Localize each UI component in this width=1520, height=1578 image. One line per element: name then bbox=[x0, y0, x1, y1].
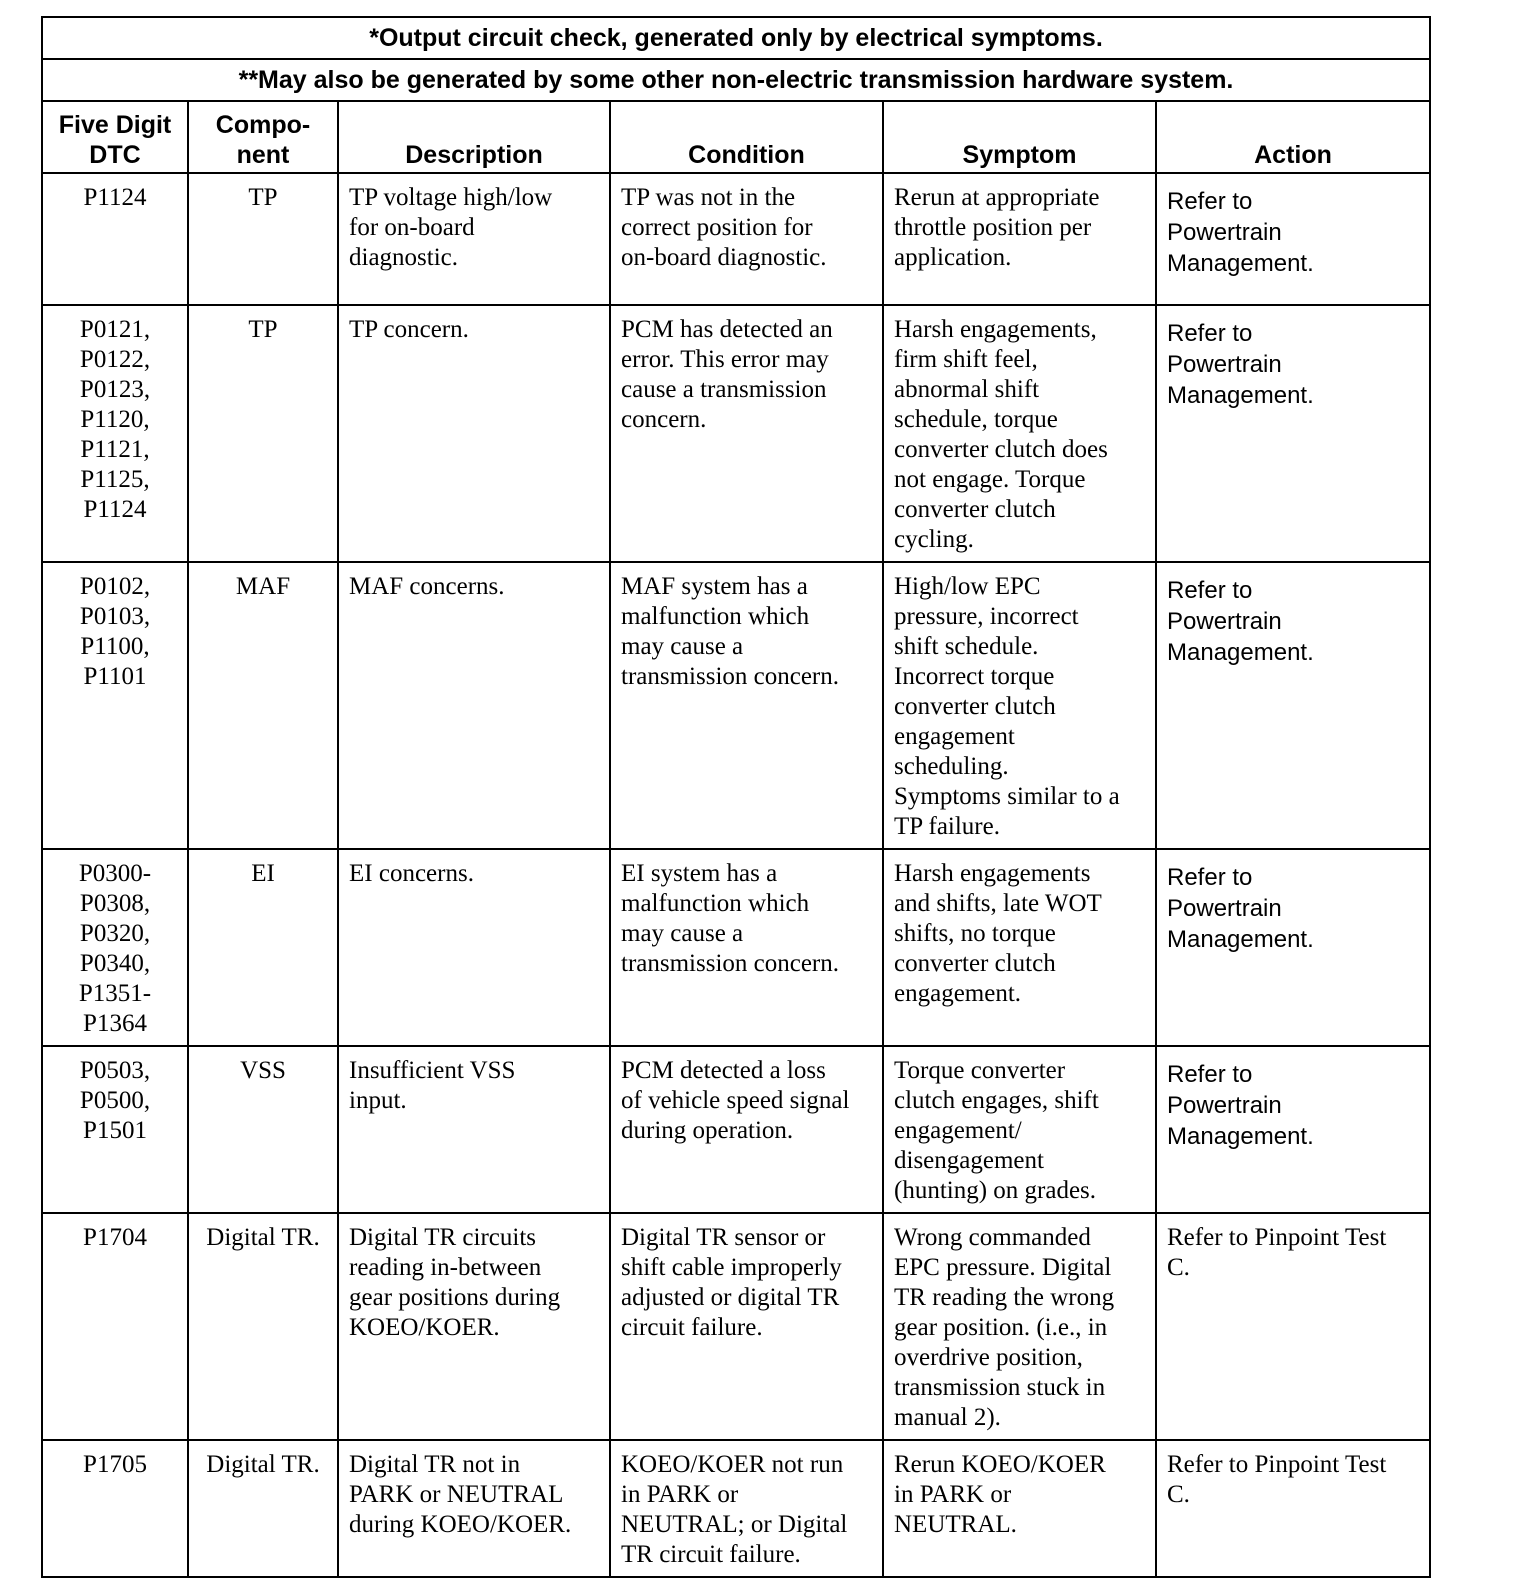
cell-component: Digital TR. bbox=[188, 1213, 338, 1440]
cell-condition: TP was not in the correct position for on-board diagnostic. bbox=[610, 173, 883, 305]
cell-action: Refer to Pinpoint Test C. bbox=[1156, 1440, 1430, 1577]
cell-description: Digital TR circuits reading in-between gear positions during KOEO/KOER. bbox=[338, 1213, 610, 1440]
cell-condition: PCM detected a loss of vehicle speed signal during operation. bbox=[610, 1046, 883, 1213]
cell-description: TP voltage high/low for on-board diagnostic. bbox=[338, 173, 610, 305]
cell-dtc: P0300- P0308, P0320, P0340, P1351- P1364 bbox=[42, 849, 188, 1046]
cell-component: VSS bbox=[188, 1046, 338, 1213]
cell-action: Refer to Powertrain Management. bbox=[1156, 173, 1430, 305]
note-output-circuit: *Output circuit check, generated only by electrical symptoms. bbox=[42, 17, 1430, 59]
table-row bbox=[42, 1046, 1430, 1213]
cell-condition: MAF system has a malfunction which may cause a transmission concern. bbox=[610, 562, 883, 849]
cell-component: TP bbox=[188, 173, 338, 305]
cell-dtc: P0503, P0500, P1501 bbox=[42, 1046, 188, 1213]
cell-symptom: Torque converter clutch engages, shift engagement/ disengagement (hunting) on grades. bbox=[883, 1046, 1156, 1213]
cell-condition: Digital TR sensor or shift cable improperly adjusted or digital TR circuit failure. bbox=[610, 1213, 883, 1440]
table-row bbox=[42, 562, 1430, 849]
cell-symptom: Rerun KOEO/KOER in PARK or NEUTRAL. bbox=[883, 1440, 1156, 1577]
cell-description: Digital TR not in PARK or NEUTRAL during KOEO/KOER. bbox=[338, 1440, 610, 1577]
cell-condition: EI system has a malfunction which may cause a transmission concern. bbox=[610, 849, 883, 1046]
cell-description: MAF concerns. bbox=[338, 562, 610, 849]
dtc-table bbox=[41, 16, 1431, 1578]
table-row bbox=[42, 1213, 1430, 1440]
header-dtc: Five Digit DTC bbox=[42, 101, 188, 173]
cell-condition: PCM has detected an error. This error may cause a transmission concern. bbox=[610, 305, 883, 562]
cell-description: TP concern. bbox=[338, 305, 610, 562]
cell-action: Refer to Powertrain Management. bbox=[1156, 562, 1430, 849]
header-condition: Condition bbox=[610, 101, 883, 173]
cell-symptom: Rerun at appropriate throttle position per application. bbox=[883, 173, 1156, 305]
note-non-electric: **May also be generated by some other non-electric transmission hardware system. bbox=[42, 59, 1430, 101]
table-row bbox=[42, 173, 1430, 305]
table-row bbox=[42, 1440, 1430, 1577]
cell-dtc: P0121, P0122, P0123, P1120, P1121, P1125, P1124 bbox=[42, 305, 188, 562]
cell-dtc: P1705 bbox=[42, 1440, 188, 1577]
cell-symptom: Harsh engagements and shifts, late WOT shifts, no torque converter clutch engagement. bbox=[883, 849, 1156, 1046]
cell-action: Refer to Pinpoint Test C. bbox=[1156, 1213, 1430, 1440]
cell-symptom: Wrong commanded EPC pressure. Digital TR reading the wrong gear position. (i.e., in overdrive position, transmission stuck in manual 2). bbox=[883, 1213, 1156, 1440]
cell-symptom: High/low EPC pressure, incorrect shift schedule. Incorrect torque converter clutch engagement scheduling. Symptoms similar to a TP failure. bbox=[883, 562, 1156, 849]
cell-component: EI bbox=[188, 849, 338, 1046]
cell-dtc: P0102, P0103, P1100, P1101 bbox=[42, 562, 188, 849]
cell-dtc: P1124 bbox=[42, 173, 188, 305]
header-description: Description bbox=[338, 101, 610, 173]
table-row bbox=[42, 849, 1430, 1046]
header-symptom: Symptom bbox=[883, 101, 1156, 173]
cell-action: Refer to Powertrain Management. bbox=[1156, 305, 1430, 562]
cell-component: Digital TR. bbox=[188, 1440, 338, 1577]
table-row bbox=[42, 305, 1430, 562]
cell-description: EI concerns. bbox=[338, 849, 610, 1046]
cell-dtc: P1704 bbox=[42, 1213, 188, 1440]
cell-action: Refer to Powertrain Management. bbox=[1156, 849, 1430, 1046]
cell-condition: KOEO/KOER not run in PARK or NEUTRAL; or Digital TR circuit failure. bbox=[610, 1440, 883, 1577]
cell-description: Insufficient VSS input. bbox=[338, 1046, 610, 1213]
cell-component: TP bbox=[188, 305, 338, 562]
cell-component: MAF bbox=[188, 562, 338, 849]
cell-action: Refer to Powertrain Management. bbox=[1156, 1046, 1430, 1213]
header-action: Action bbox=[1156, 101, 1430, 173]
cell-symptom: Harsh engagements, firm shift feel, abnormal shift schedule, torque converter clutch does not engage. Torque converter clutch cycling. bbox=[883, 305, 1156, 562]
header-component: Compo- nent bbox=[188, 101, 338, 173]
